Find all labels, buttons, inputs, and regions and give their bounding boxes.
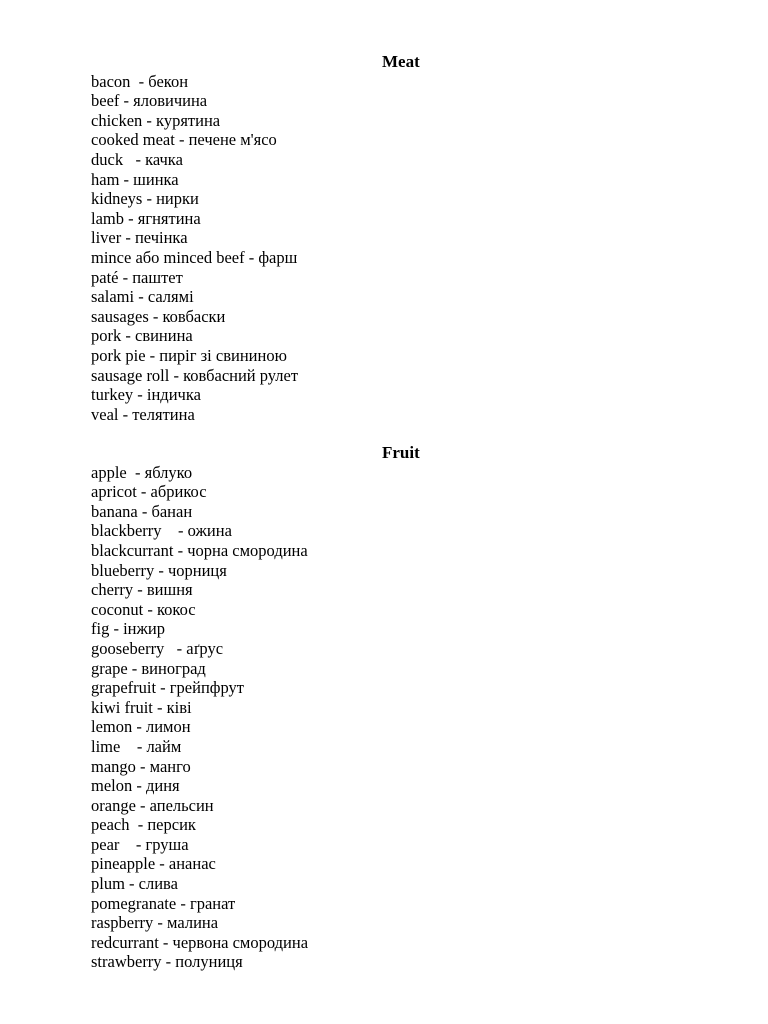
vocabulary-entry: peach - персик [91, 815, 196, 835]
vocabulary-entry: melon - диня [91, 776, 180, 796]
vocabulary-entry: veal - телятина [91, 404, 195, 424]
vocabulary-entry: sausages - ковбаски [91, 306, 226, 326]
vocabulary-entry: pomegranate - гранат [91, 893, 236, 913]
vocabulary-entry: plum - слива [91, 874, 178, 894]
vocabulary-entry: cooked meat - печене м'ясо [91, 130, 277, 150]
meat-section [91, 52, 731, 424]
meat-heading: Meat [382, 52, 420, 71]
vocabulary-entry: sausage roll - ковбасний рулет [91, 365, 299, 385]
vocabulary-entry: grape - виноград [91, 658, 206, 678]
vocabulary-entry: duck - качка [91, 149, 183, 169]
vocabulary-entry: coconut - кокос [91, 599, 196, 619]
fruit-list [91, 463, 731, 972]
vocabulary-entry: pineapple - ананас [91, 854, 216, 874]
vocabulary-entry: beef - яловичина [91, 91, 208, 111]
vocabulary-entry: pork - свинина [91, 326, 193, 346]
vocabulary-entry: blackberry - ожина [91, 521, 232, 541]
vocabulary-entry: salami - салямі [91, 287, 194, 307]
vocabulary-entry: apricot - абрикос [91, 482, 207, 502]
vocabulary-entry: mince або minced beef - фарш [91, 247, 298, 267]
vocabulary-entry: grapefruit - грейпфрут [91, 678, 244, 698]
vocabulary-entry: liver - печінка [91, 228, 188, 248]
vocabulary-entry: cherry - вишня [91, 580, 193, 600]
vocabulary-entry: strawberry - полуниця [91, 952, 243, 972]
vocabulary-entry: ham - шинка [91, 169, 179, 189]
vocabulary-entry: lamb - ягнятина [91, 208, 201, 228]
fruit-heading: Fruit [382, 443, 420, 462]
meat-list [91, 72, 731, 425]
vocabulary-entry: bacon - бекон [91, 71, 189, 91]
vocabulary-entry: chicken - курятина [91, 110, 221, 130]
vocabulary-entry: paté - паштет [91, 267, 183, 287]
fruit-section [91, 443, 731, 972]
vocabulary-entry: orange - апельсин [91, 795, 214, 815]
vocabulary-entry: apple - яблуко [91, 462, 193, 482]
vocabulary-entry: pork pie - пиріг зі свининою [91, 345, 287, 365]
vocabulary-entry: kidneys - нирки [91, 189, 199, 209]
vocabulary-entry: fig - інжир [91, 619, 165, 639]
vocabulary-entry: kiwi fruit - ківі [91, 697, 192, 717]
vocabulary-entry: lime - лайм [91, 736, 182, 756]
vocabulary-entry: turkey - індичка [91, 385, 201, 405]
vocabulary-entry: mango - манго [91, 756, 191, 776]
vocabulary-entry: blueberry - чорниця [91, 560, 227, 580]
vocabulary-entry: raspberry - малина [91, 913, 219, 933]
vocabulary-entry: redcurrant - червона смородина [91, 932, 309, 952]
vocabulary-entry: gooseberry - аґрус [91, 638, 224, 658]
vocabulary-entry: banana - банан [91, 501, 193, 521]
vocabulary-entry: blackcurrant - чорна смородина [91, 540, 308, 560]
vocabulary-entry: pear - груша [91, 834, 189, 854]
vocabulary-entry: lemon - лимон [91, 717, 191, 737]
